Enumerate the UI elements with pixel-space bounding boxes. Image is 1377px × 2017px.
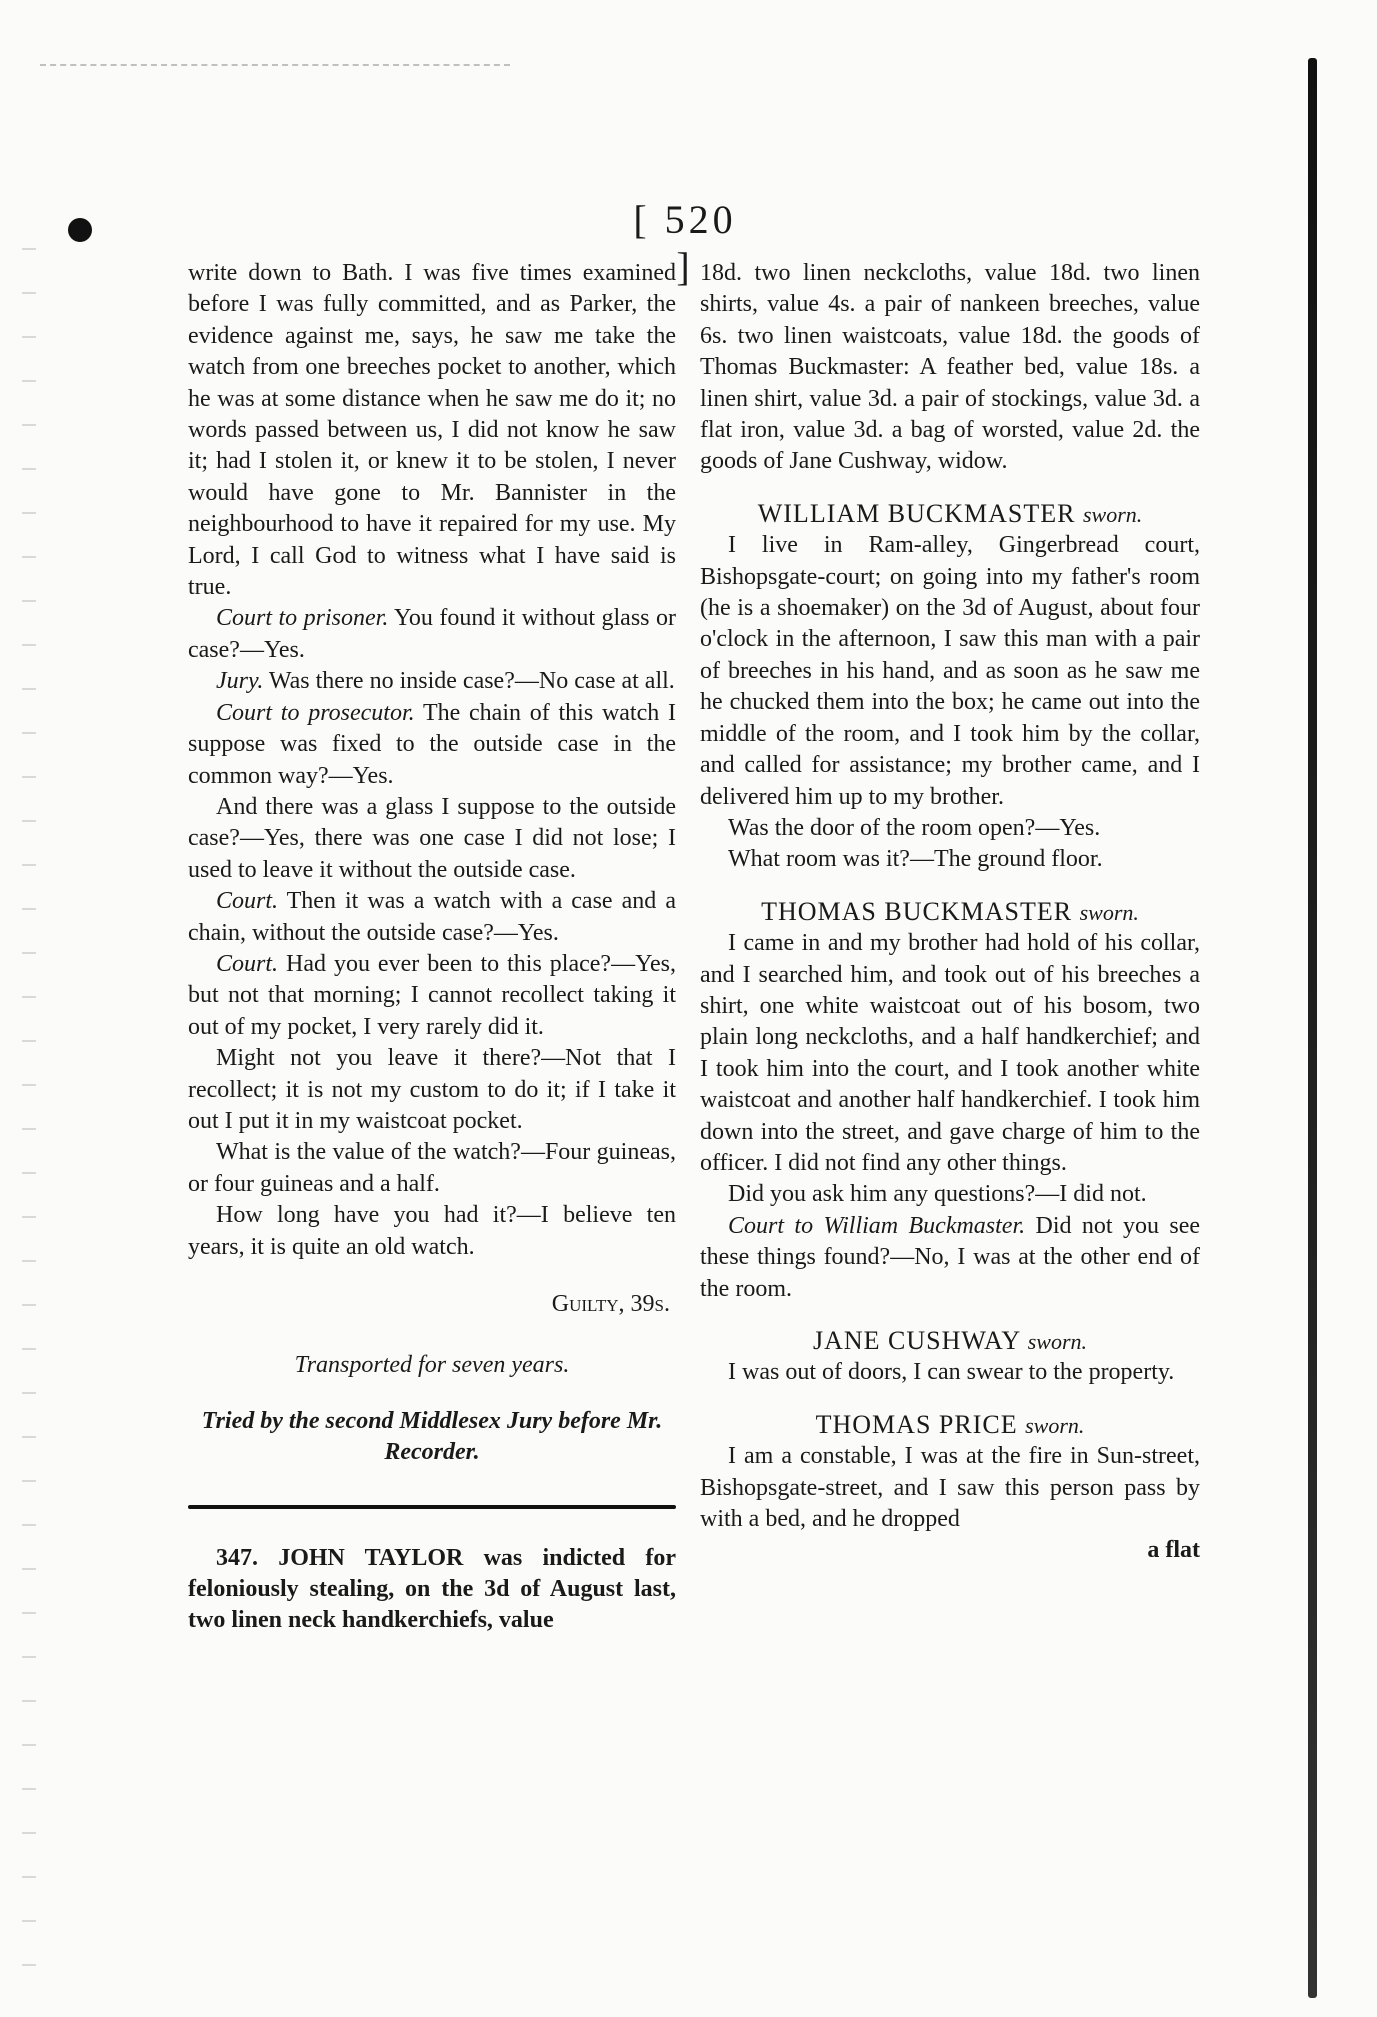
page-edge-shadow (1308, 58, 1317, 1998)
tried-before: Tried by the second Middlesex Jury before Mr. Recorder. (201, 1407, 663, 1466)
testimony-paragraph (188, 886, 676, 949)
sworn-label: sworn. (1082, 501, 1143, 527)
new-case-indictment: 347. JOHN TAYLOR was indicted for feloniously stealing, on the 3d of August last, two linen neck handkerchiefs, value (188, 1544, 676, 1634)
paragraph-text: You found it without glass or case?—Yes. (188, 605, 676, 663)
paragraph-text: Might not you leave it there?—Not that I recollect; it is not my custom to do it; if I take it out I put it in my waistcoat pocket. (188, 1045, 676, 1134)
section-rule (188, 1505, 676, 1509)
paragraph-text: Did you ask him any questions?—I did not. (728, 1181, 1147, 1208)
paragraph-text: The chain of this watch I suppose was fixed to the outside case in the common way?—Yes. (188, 699, 676, 789)
testimony-paragraph (188, 792, 676, 886)
testimony-paragraph (188, 1043, 676, 1137)
paragraph-text: I was out of doors, I can swear to the property. (728, 1359, 1175, 1386)
paragraph-text: Then it was a watch with a case and a chain, without the outside case?—Yes. (188, 888, 676, 946)
paragraph-text: I am a constable, I was at the fire in Sun-street, Bishopsgate-street, and I saw this person pass by with a bed, and he dropped (700, 1443, 1200, 1533)
page-number: [ 520 ] (633, 197, 737, 289)
testimony-paragraph (700, 530, 1200, 813)
paragraph-text: What room was it?—The ground floor. (728, 846, 1103, 873)
paragraph-text: Was the door of the room open?—Yes. (728, 814, 1101, 841)
speaker-label: Court. (216, 950, 279, 977)
sworn-label: sworn. (1025, 1412, 1085, 1438)
paragraph-text: write down to Bath. I was five times examined before I was fully committed, and as Parker, the evidence against me, says, he saw me take the watch from one breeches pocket to another, which he was at some distance when he saw me do it; no words passed between us, I did not know he saw it; had I stolen it, or knew it to be stolen, I never would have gone to Mr. Bannister in the neighbourhood to have it repaired for my use. My Lord, I call God to witness what I have said is true. (188, 260, 676, 601)
testimony-paragraph (700, 1211, 1200, 1305)
testimony-paragraph (188, 258, 676, 603)
right-column (700, 258, 1200, 1567)
paragraph-text: Did not you see these things found?—No, I was at the other end of the room. (700, 1212, 1201, 1302)
paragraph-text: I live in Ram-alley, Gingerbread court, Bishopsgate-court; on going into my father's room (he is a shoemaker) on the 3d of August, about four o'clock in the afternoon, I saw this man with a pair of breeches in his hand, and as soon as he saw me he chucked them into the box; he came out into the middle of the room, and I took him by the collar, and called for assistance; my brother came, and I delivered him up to my brother. (700, 532, 1200, 810)
ink-blot (68, 218, 92, 242)
testimony-paragraph (188, 698, 676, 792)
left-column (188, 258, 676, 1637)
witness-name: WILLIAM BUCKMASTER (757, 498, 1083, 528)
left-paragraphs (188, 258, 676, 1263)
witness-blocks (700, 498, 1200, 1536)
paragraph-text: Was there no inside case?—No case at all. (263, 668, 675, 695)
testimony-paragraph (700, 1357, 1200, 1388)
testimony-paragraph (700, 844, 1200, 875)
speaker-label: Court to William Buckmaster. (728, 1212, 1026, 1239)
testimony-paragraph (188, 949, 676, 1043)
speaker-label: Jury. (216, 668, 264, 695)
speaker-label: Court. (216, 888, 279, 915)
scan-artifact-top (40, 64, 510, 66)
goods-list: 18d. two linen neckcloths, value 18d. two linen shirts, value 4s. a pair of nankeen breeches, value 6s. two linen waistcoats, value 18d. the goods of Thomas Buckmaster: A feather bed, value 18s. a linen shirt, value 3d. a pair of stockings, value 3d. a flat iron, value 3d. a bag of worsted, value 2d. the goods of Jane Cushway, widow. (700, 260, 1200, 475)
paragraph-text: I came in and my brother had hold of his collar, and I searched him, and took out of his breeches a shirt, one white waistcoat out of his bosom, two plain long neckcloths, and a half handkerchief; and I took him into the court, and I took another white waistcoat and another half handkerchief. I took him down into the street, and gave charge of him to the officer. I did not find any other things. (700, 930, 1200, 1176)
testimony-paragraph (700, 813, 1200, 844)
witness-heading (700, 1409, 1200, 1441)
witness-heading (700, 1325, 1200, 1357)
sworn-label: sworn. (1079, 899, 1139, 925)
testimony-paragraph (700, 928, 1200, 1179)
witness-name: THOMAS PRICE (815, 1409, 1026, 1439)
sworn-label: sworn. (1027, 1329, 1088, 1354)
testimony-paragraph (188, 1137, 676, 1200)
witness-heading (700, 896, 1200, 928)
testimony-paragraph (188, 666, 676, 697)
witness-heading (700, 498, 1200, 530)
catchword: a flat (1147, 1537, 1200, 1564)
speaker-label: Court to prisoner. (216, 605, 389, 632)
witness-name: JANE CUSHWAY (812, 1326, 1028, 1355)
paragraph-text: How long have you had it?—I believe ten years, it is quite an old watch. (188, 1202, 676, 1260)
sentence: Transported for seven years. (294, 1352, 570, 1379)
verdict: Guilty, 39s. (551, 1291, 670, 1317)
testimony-paragraph (188, 603, 676, 666)
paragraph-text: Had you ever been to this place?—Yes, but not that morning; I cannot recollect taking it out of my pocket, I very rarely did it. (188, 950, 676, 1040)
testimony-paragraph (700, 1441, 1200, 1535)
binding-gutter (22, 230, 36, 1990)
witness-name: THOMAS BUCKMASTER (761, 896, 1080, 926)
testimony-paragraph (188, 1200, 676, 1263)
paragraph-text: What is the value of the watch?—Four guineas, or four guineas and a half. (188, 1139, 676, 1197)
testimony-paragraph (700, 1179, 1200, 1210)
paragraph-text: And there was a glass I suppose to the outside case?—Yes, there was one case I did not lose; I used to leave it without the outside case. (188, 793, 676, 883)
speaker-label: Court to prosecutor. (216, 699, 415, 726)
